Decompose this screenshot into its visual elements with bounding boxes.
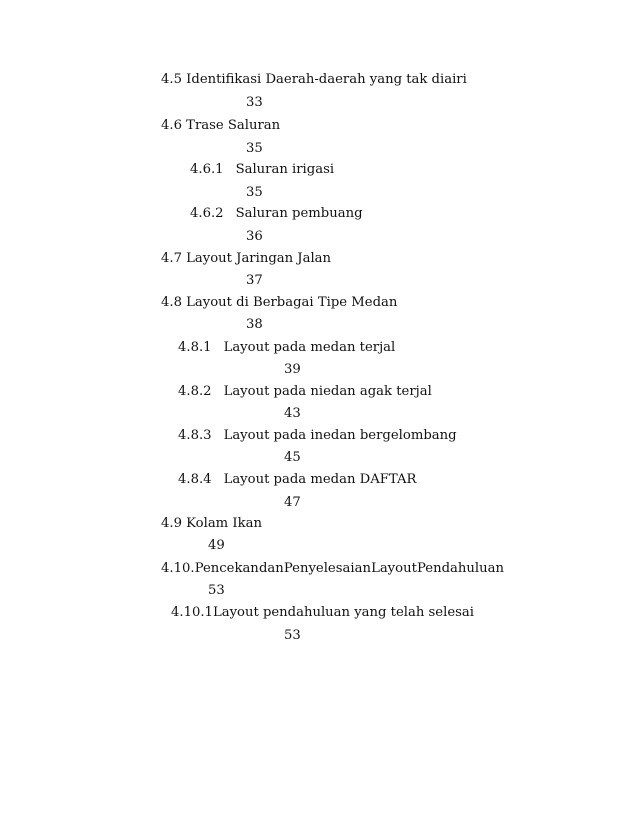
toc-entry-page: 39	[284, 362, 301, 377]
toc-subentry	[178, 428, 457, 444]
toc-entry-page: 49	[208, 538, 225, 553]
toc-subentry-number: 4.8.4	[178, 472, 212, 487]
toc-subentry-number: 4.8.2	[178, 384, 212, 399]
toc-entry-title: 4.8 Layout di Berbagai Tipe Medan	[161, 295, 398, 310]
toc-subentry-title: Layout pada niedan agak terjal	[223, 384, 432, 399]
toc-subentry-number: 4.6.2	[190, 206, 224, 221]
toc-subentry-number: 4.8.3	[178, 428, 212, 443]
toc-subentry	[178, 472, 416, 488]
toc-entry-page: 43	[284, 406, 301, 421]
toc-entry-page: 35	[246, 185, 263, 200]
toc-subentry-number: 4.6.1	[190, 162, 224, 177]
toc-subentry-title: Layout pada inedan bergelombang	[223, 428, 457, 443]
toc-entry-page: 53	[208, 583, 225, 598]
toc-word: Pendahuluan	[417, 561, 504, 576]
toc-entry-page: 38	[246, 317, 263, 332]
toc-subentry	[178, 340, 395, 356]
toc-entry-page: 33	[246, 95, 263, 110]
toc-subentry	[178, 384, 432, 400]
toc-entry-title: 4.6 Trase Saluran	[161, 118, 281, 133]
toc-subentry	[190, 162, 334, 178]
toc-entry-page: 47	[284, 495, 301, 510]
toc-subentry-title: Layout pada medan terjal	[223, 340, 396, 355]
toc-entry-title: 4.7 Layout Jaringan Jalan	[161, 251, 332, 266]
toc-entry-page: 45	[284, 450, 301, 465]
toc-subentry-title: Saluran pembuang	[235, 206, 363, 221]
toc-entry-page: 37	[246, 273, 263, 288]
toc-subentry-title: Saluran irigasi	[235, 162, 335, 177]
toc-word: Pencekan	[194, 561, 259, 576]
toc-entry-title: 4.10.1Layout pendahuluan yang telah selesai	[171, 605, 474, 620]
toc-subentry-title: Layout pada medan DAFTAR	[223, 472, 417, 487]
toc-entry-title: 4.9 Kolam Ikan	[161, 516, 262, 531]
toc-entry-page: 53	[284, 628, 301, 643]
toc-word: 4.10.	[161, 561, 195, 576]
toc-entry-page: 35	[246, 141, 263, 156]
toc-entry-title: 4.5 Identifikasi Daerah-daerah yang tak diairi	[161, 72, 467, 87]
toc-entry-title-justified	[161, 561, 504, 577]
toc-word: Layout	[371, 561, 417, 576]
toc-word: dan	[258, 561, 284, 576]
toc-entry-page: 36	[246, 229, 263, 244]
toc-word: Penyelesaian	[283, 561, 371, 576]
toc-subentry	[190, 206, 363, 222]
toc-subentry-number: 4.8.1	[178, 340, 212, 355]
